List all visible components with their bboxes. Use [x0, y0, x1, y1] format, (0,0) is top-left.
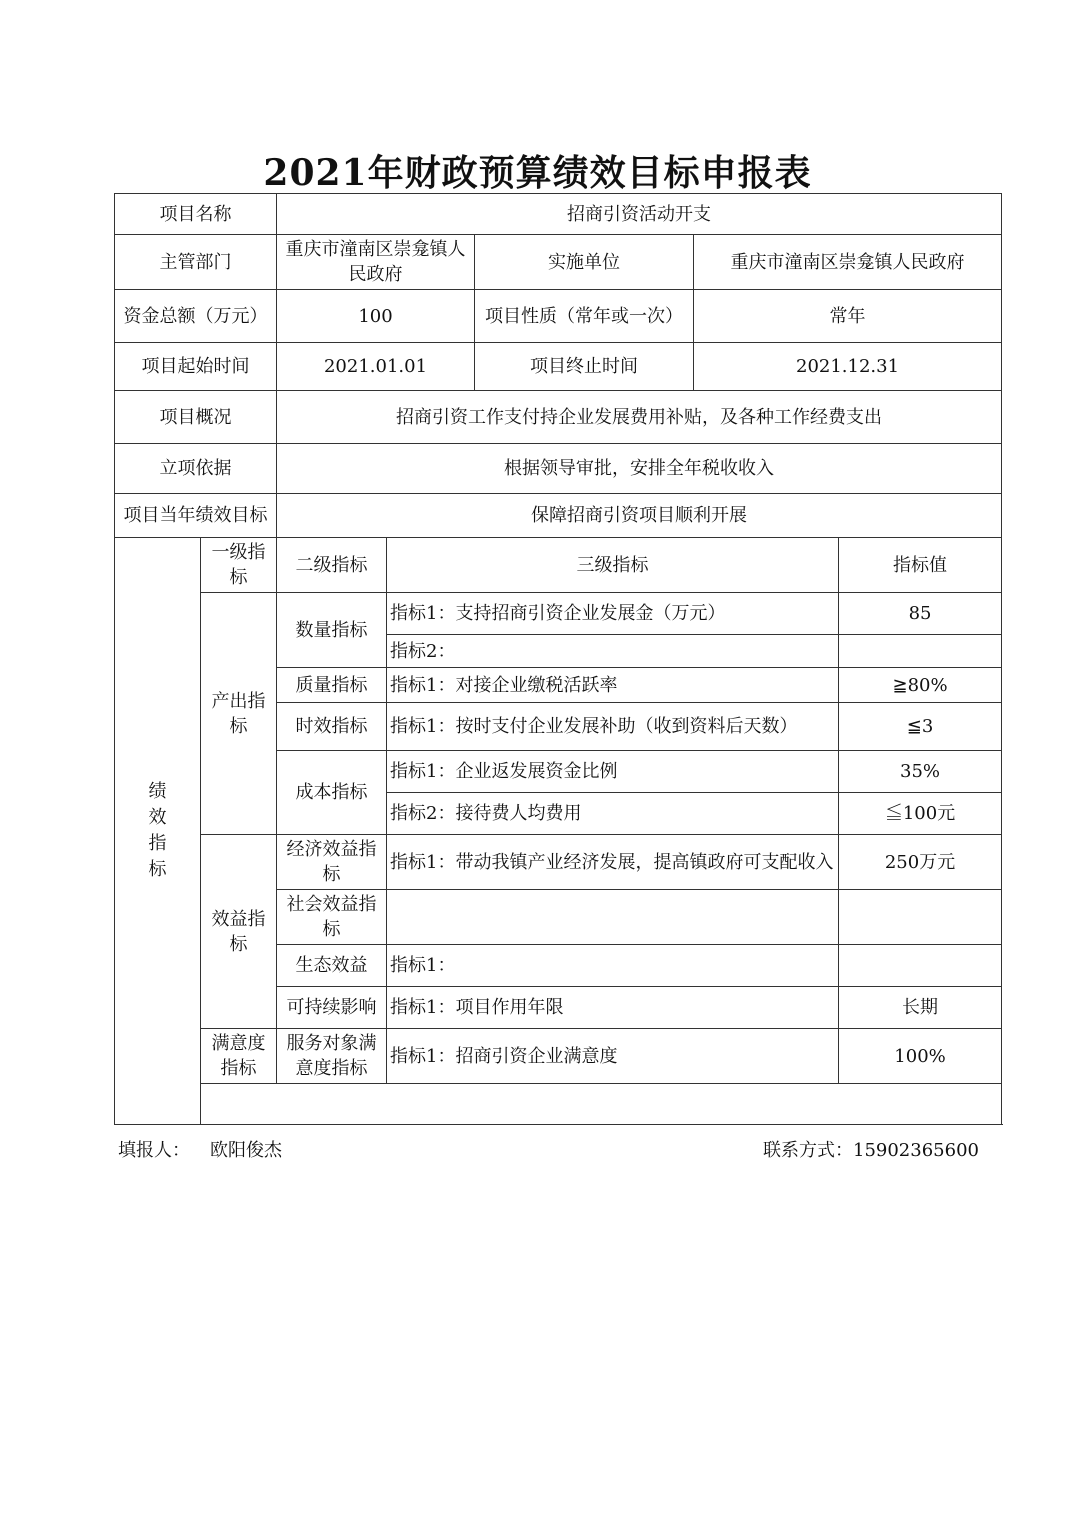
sustainable-indicator-label: 可持续影响: [277, 987, 387, 1029]
empty-row: [115, 1084, 1002, 1125]
sustainable-row1-value: 长期: [839, 987, 1002, 1029]
annual-goal-label: 项目当年绩效目标: [115, 494, 277, 538]
project-name-value: 招商引资活动开支: [277, 194, 1002, 235]
header-level3: 三级指标: [387, 538, 839, 593]
overview-label: 项目概况: [115, 391, 277, 444]
quality-indicator-label: 质量指标: [277, 668, 387, 703]
economic-row1-value: 250万元: [839, 835, 1002, 890]
reporter-name: 欧阳俊杰: [210, 1140, 282, 1161]
reporter-label: 填报人：: [118, 1140, 190, 1161]
end-time-value: 2021.12.31: [694, 343, 1002, 391]
project-name-label: 项目名称: [115, 194, 277, 235]
quantity-row1-text: 指标1：支持招商引资企业发展金（万元）: [387, 593, 839, 635]
cost-row2-text: 指标2：接待费人均费用: [387, 793, 839, 835]
quantity-row2-text: 指标2：: [387, 635, 839, 668]
indicators-section-label: 绩效指标: [115, 538, 201, 1125]
implementer-value: 重庆市潼南区崇龛镇人民政府: [694, 235, 1002, 290]
cost-row1-value: 35%: [839, 751, 1002, 793]
header-level2: 二级指标: [277, 538, 387, 593]
quantity-row2-value: [839, 635, 1002, 668]
header-level1: 一级指标: [201, 538, 277, 593]
quality-row1-value: ≧80%: [839, 668, 1002, 703]
header-value: 指标值: [839, 538, 1002, 593]
department-label: 主管部门: [115, 235, 277, 290]
annual-goal-value: 保障招商引资项目顺利开展: [277, 494, 1002, 538]
row-funds: [115, 290, 1002, 343]
nature-label: 项目性质（常年或一次）: [475, 290, 694, 343]
cost-row2-value: ≦100元: [839, 793, 1002, 835]
timeliness-row1-text: 指标1：按时支付企业发展补助（收到资料后天数）: [387, 703, 839, 751]
sustainable-row1-text: 指标1：项目作用年限: [387, 987, 839, 1029]
page-title: 2021年财政预算绩效目标申报表: [263, 152, 812, 194]
nature-value: 常年: [694, 290, 1002, 343]
row-department: [115, 235, 1002, 290]
row-annual-goal: [115, 494, 1002, 538]
start-time-label: 项目起始时间: [115, 343, 277, 391]
service-row1-value: 100%: [839, 1029, 1002, 1084]
ecological-indicator-label: 生态效益: [277, 945, 387, 987]
ecological-row1-value: [839, 945, 1002, 987]
implementer-label: 实施单位: [475, 235, 694, 290]
row-indicator-header: [115, 538, 1002, 593]
social-row1-value: [839, 890, 1002, 945]
cost-row1-text: 指标1：企业返发展资金比例: [387, 751, 839, 793]
basis-value: 根据领导审批，安排全年税收收入: [277, 444, 1002, 494]
timeliness-row1-value: ≦3: [839, 703, 1002, 751]
service-satisfaction-label: 服务对象满意度指标: [277, 1029, 387, 1084]
total-funds-label: 资金总额（万元）: [115, 290, 277, 343]
quantity-indicator-label: 数量指标: [277, 593, 387, 668]
row-time: [115, 343, 1002, 391]
budget-form-table: [114, 193, 1002, 1125]
table-row: [115, 1029, 1002, 1084]
table-row: [115, 835, 1002, 890]
ecological-row1-text: 指标1：: [387, 945, 839, 987]
end-time-label: 项目终止时间: [475, 343, 694, 391]
economic-row1-text: 指标1：带动我镇产业经济发展，提高镇政府可支配收入: [387, 835, 839, 890]
start-time-value: 2021.01.01: [277, 343, 475, 391]
cost-indicator-label: 成本指标: [277, 751, 387, 835]
output-indicator-label: 产出指标: [201, 593, 277, 835]
satisfaction-indicator-label: 满意度指标: [201, 1029, 277, 1084]
row-overview: [115, 391, 1002, 444]
table-row: [115, 593, 1002, 635]
overview-value: 招商引资工作支付持企业发展费用补贴，及各种工作经费支出: [277, 391, 1002, 444]
row-project-name: [115, 194, 1002, 235]
total-funds-value: 100: [277, 290, 475, 343]
benefit-indicator-label: 效益指标: [201, 835, 277, 1029]
contact-value: 15902365600: [853, 1140, 979, 1161]
social-row1-text: [387, 890, 839, 945]
economic-indicator-label: 经济效益指标: [277, 835, 387, 890]
basis-label: 立项依据: [115, 444, 277, 494]
row-basis: [115, 444, 1002, 494]
quality-row1-text: 指标1：对接企业缴税活跃率: [387, 668, 839, 703]
contact-label: 联系方式：: [763, 1140, 853, 1161]
quantity-row1-value: 85: [839, 593, 1002, 635]
service-row1-text: 指标1：招商引资企业满意度: [387, 1029, 839, 1084]
social-indicator-label: 社会效益指标: [277, 890, 387, 945]
timeliness-indicator-label: 时效指标: [277, 703, 387, 751]
empty-cell: [201, 1084, 1002, 1125]
contact: [763, 1136, 979, 1162]
reporter: [118, 1136, 282, 1162]
department-value: 重庆市潼南区崇龛镇人民政府: [277, 235, 475, 290]
